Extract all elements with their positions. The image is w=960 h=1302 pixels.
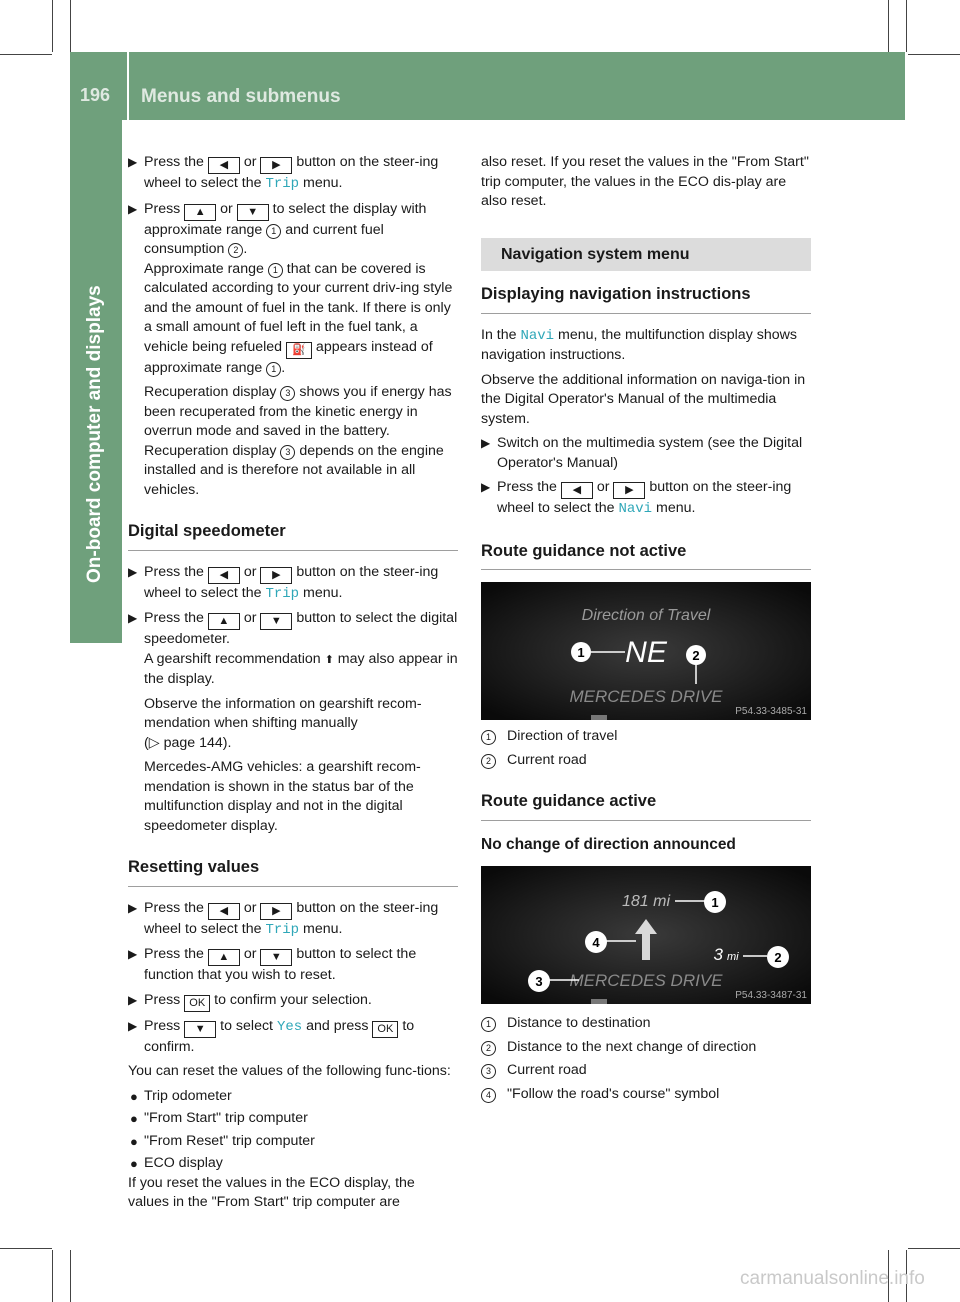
legend-item: 1 Direction of travel [481,727,811,747]
down-button-icon: ▼ [237,204,269,221]
crop-mark [908,1248,960,1249]
recuperation-paragraph: Recuperation display 3 shows you if energy has been recuperated from the kinetic energy in overrun mode and saved in the battery. Recuperation display 3 depends on the engine installed and is therefore not available in all vehicles. [144,384,452,498]
arrow-bullet-icon: ▶ [128,947,138,961]
next-change-unit: mi [727,951,739,963]
menu-name-navi: Navi [520,327,555,344]
callout-2: 2 [228,243,243,258]
left-button-icon: ◀ [208,567,240,584]
arrow-bullet-icon: ▶ [481,436,491,450]
arrow-bullet-icon: ▶ [128,155,138,169]
instruction-step: ▶ Press the ◀ or ▶ button on the steer-ing wheel to select the Navi menu. [481,479,792,517]
reset-intro: You can reset the values of the following func-tions: [128,1063,451,1079]
display-illustration [481,582,811,720]
callout-2: 2 [481,1041,496,1056]
right-button-icon: ▶ [260,903,292,920]
svg-text:2: 2 [692,648,700,663]
heading-resetting-values: Resetting values [128,858,458,887]
arrow-bullet-icon: ▶ [128,992,138,1007]
continued-text: also reset. If you reset the values in the "From Start" trip computer, the values in the ECO dis-play are also reset. [481,154,809,209]
callout-3: 3 [280,386,295,401]
instruction-step: ▶ Press the ◀ or ▶ button on the steer-ing wheel to select the Trip menu. [128,154,439,192]
instruction-step: ▶ Press the ▲ or ▼ button to select the digital speedometer. [128,610,458,647]
range-paragraph: Approximate range 1 that can be covered is calculated according to your current driv-ing style and the amount of fuel in the tank. If there is only a small amount of fuel left in the fuel tank, a vehicle being refueled ⛽ appears instead of approximate range 1 . [144,260,453,376]
crop-mark [70,1250,71,1302]
legend-item: 1 Distance to destination [481,1014,811,1034]
observe-note: Observe the information on gearshift recom-mendation when shifting manually (▷ page 144). [144,695,422,751]
instruction-step: ▶ Press ▲ or ▼ to select the display with approximate range 1 and current fuel consumption 2 . [128,200,427,257]
header-divider [127,52,129,120]
left-column [128,153,458,1213]
svg-text:1: 1 [711,895,719,910]
callout-3: 3 [280,445,295,460]
bullet-icon: ● [130,1156,138,1171]
crop-mark [0,1248,52,1249]
callout-1: 1 [481,730,496,745]
crop-mark [0,54,52,55]
figure-direction-of-travel [481,582,811,720]
legend-item: 2 Current road [481,751,811,771]
figure-code: P54.33-3485-31 [735,706,807,717]
heading-displaying-navigation: Displaying navigation instructions [481,285,811,314]
list-item: ● Trip odometer [128,1087,458,1107]
crop-mark [888,0,889,52]
distance-to-destination: 181 mi [621,893,671,910]
arrow-bullet-icon: ▶ [128,900,138,915]
svg-text:4: 4 [592,935,600,950]
crop-mark [52,1250,53,1302]
heading-digital-speedometer: Digital speedometer [128,522,458,551]
left-button-icon: ◀ [208,903,240,920]
heading-text: NE [625,636,667,669]
up-button-icon: ▲ [208,613,240,630]
reset-outro: If you reset the values in the ECO display, the values in the "From Start" trip computer are [128,1174,415,1210]
arrow-bullet-icon: ▶ [481,480,491,494]
right-button-icon: ▶ [613,482,645,499]
refuel-icon: ⛽ [286,342,312,359]
up-button-icon: ▲ [208,949,240,966]
menu-name-trip: Trip [265,176,300,192]
callout-4: 4 [481,1088,496,1103]
section-title: Menus and submenus [141,86,341,107]
direction-caption: Direction of Travel [581,607,711,624]
svg-text:3: 3 [535,974,543,989]
crop-mark [908,54,960,55]
heading-navigation-system-menu: Navigation system menu [481,238,811,272]
callout-1: 1 [266,224,281,239]
svg-text:2: 2 [774,950,782,965]
amg-note: Mercedes-AMG vehicles: a gearshift recom-mendation is shown in the status bar of the multifunction display and not in the digital speedometer display. [144,759,421,834]
watermark: carmanualsonline.info [740,1268,925,1289]
page-ref-icon: ▷ [148,734,160,751]
bullet-icon: ● [130,1088,138,1104]
legend-item: 3 Current road [481,1061,811,1081]
bullet-icon: ● [130,1133,138,1149]
down-button-icon: ▼ [260,613,292,630]
instruction-step: ▶ Press the ◀ or ▶ button on the steer-ing wheel to select the Trip menu. [128,563,439,602]
nav-observe: Observe the additional information on naviga-tion in the Digital Operator's Manual of the multimedia system. [481,371,806,427]
gearshift-arrow-icon: ⬆ [324,653,334,666]
arrow-bullet-icon: ▶ [128,564,138,579]
down-button-icon: ▼ [184,1021,216,1038]
heading-route-guidance-not-active: Route guidance not active [481,542,811,571]
instruction-step: ▶ Press OK to confirm your selection. [128,991,458,1012]
page-number: 196 [80,85,111,105]
right-button-icon: ▶ [260,157,292,174]
list-item: ● "From Start" trip computer [128,1109,458,1129]
menu-name-navi: Navi [618,501,653,517]
callout-3: 3 [481,1064,496,1079]
list-item: ● "From Reset" trip computer [128,1132,458,1152]
road-name: MERCEDES DRIVE [569,971,723,990]
bullet-icon: ● [130,1111,138,1126]
left-button-icon: ◀ [561,482,593,499]
left-button-icon: ◀ [208,157,240,174]
right-button-icon: ▶ [260,567,292,584]
display-illustration [481,866,811,1004]
heading-no-change-of-direction: No change of direction announced [481,835,736,853]
menu-name-trip: Trip [265,585,300,602]
callout-1: 1 [266,362,281,377]
crop-mark [906,0,907,52]
heading-route-guidance-active: Route guidance active [481,792,811,821]
instruction-step: ▶ Press the ▲ or ▼ button to select the function that you wish to reset. [128,946,417,983]
svg-text:1: 1 [577,645,585,660]
figure-code: P54.33-3487-31 [735,990,807,1001]
legend-item: 2 Distance to the next change of direction [481,1038,811,1058]
callout-2: 2 [481,754,496,769]
instruction-step: ▶ Press ▼ to select Yes and press OK to confirm. [128,1017,415,1055]
gearshift-note: A gearshift recommendation ⬆ may also appear in the display. [144,650,458,687]
crop-mark [52,0,53,52]
up-button-icon: ▲ [184,204,216,221]
nav-intro: In the Navi menu, the multifunction display shows navigation instructions. [481,326,797,363]
callout-1: 1 [481,1017,496,1032]
ok-button-icon: OK [184,995,210,1012]
arrow-bullet-icon: ▶ [128,1018,138,1033]
callout-1: 1 [268,263,283,278]
instruction-step: ▶ Switch on the multimedia system (see the Digital Operator's Manual) [481,435,803,471]
right-column [481,153,811,1104]
crop-mark [70,0,71,52]
down-button-icon: ▼ [260,949,292,966]
chapter-title: On-board computer and displays [84,285,105,583]
list-item: ● ECO display [128,1154,458,1174]
ok-button-icon: OK [372,1021,398,1038]
option-yes: Yes [276,1018,303,1035]
next-change-distance: 3 [713,945,723,964]
figure-route-guidance [481,866,811,1004]
menu-name-trip: Trip [265,921,300,938]
instruction-step: ▶ Press the ◀ or ▶ button on the steer-ing wheel to select the Trip menu. [128,899,439,938]
arrow-bullet-icon: ▶ [128,611,138,625]
arrow-bullet-icon: ▶ [128,201,138,216]
road-name: MERCEDES DRIVE [569,687,723,706]
legend-item: 4 "Follow the road's course" symbol [481,1085,811,1105]
